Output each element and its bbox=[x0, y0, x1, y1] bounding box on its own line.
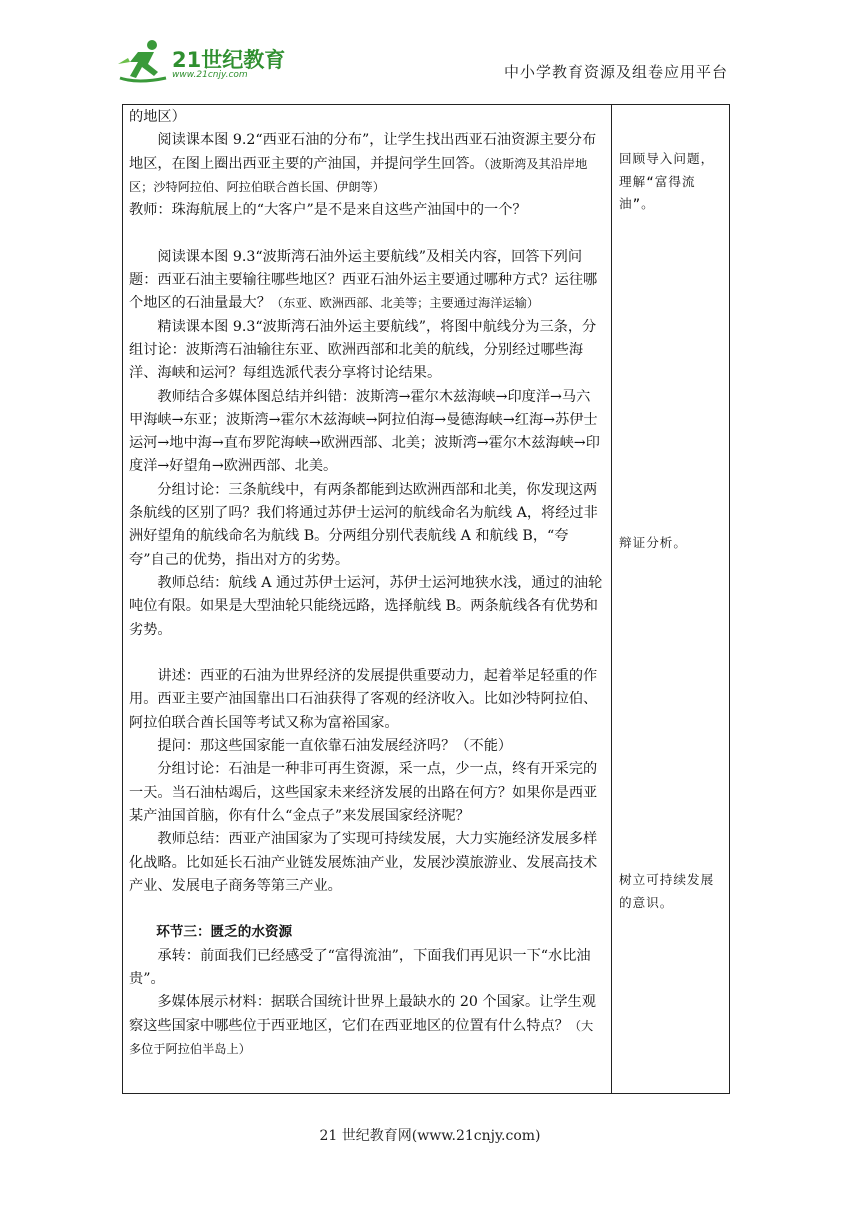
paragraph-text: 多媒体展示材料：据联合国统计世界上最缺水的 20 个国家。让学生观察这些国家中哪些位于西亚地区，它们在西亚地区的位置有什么特点？ bbox=[129, 994, 596, 1034]
paragraph: 教师结合多媒体图总结并纠错：波斯湾→霍尔木兹海峡→印度洋→马六甲海峡→东亚；波斯湾→霍尔木兹海峡→阿拉伯海→曼德海峡→红海→苏伊士 运河→地中海→直布罗陀海峡→欧洲西部、北美；波斯湾→霍尔木兹海峡→印度洋→好望角→欧洲西部、北美。 bbox=[129, 388, 600, 475]
platform-title: 中小学教育资源及组卷应用平台 bbox=[503, 63, 728, 81]
teaching-process-column bbox=[129, 106, 603, 1061]
answer-note: （大多位于阿拉伯半岛上） bbox=[129, 1018, 594, 1056]
blank-line bbox=[129, 898, 603, 921]
paragraph-text: 阅读课本图 9.3“波斯湾石油外运主要航线”及相关内容，回答下列问题：西亚石油主要输往哪些地区？西亚石油外运主要通过哪种方式？运往哪个地区的石油量最大？ bbox=[129, 248, 598, 312]
paragraph: 教师：珠海航展上的“大客户”是不是来自这些产油国中的一个？ bbox=[129, 202, 527, 219]
design-intent-note: 辩证分析。 bbox=[619, 535, 687, 550]
paragraph: 分组讨论：三条航线中，有两条都能到达欧洲西部和北美，你发现这两条航线的区别了吗？我们将通过苏伊士运河的航线命名为航线 A，将经过非洲好望角的航线命名为航线 B。分两组分别代表航线 A 和航线 B，“夸夸”自己的优势，指出对方的劣势。 bbox=[129, 481, 598, 568]
design-intent-note: 树立可持续发展的意识。 bbox=[619, 872, 715, 910]
blank-line bbox=[129, 642, 603, 665]
paragraph-text: 阅读课本图 9.2“西亚石油的分布”，让学生找出西亚石油资源主要分布地区，在图上圈出西亚主要的产油国，并提问学生回答。 bbox=[129, 132, 597, 172]
section-heading: 环节三：匮乏的水资源 bbox=[156, 924, 293, 941]
paragraph: 教师总结：航线 A 通过苏伊士运河，苏伊士运河地狭水浅，通过的油轮吨位有限。如果是大型油轮只能绕远路，选择航线 B。两条航线各有优势和劣势。 bbox=[129, 574, 603, 638]
answer-note: （波斯湾及其沿岸地区；沙特阿拉伯、阿拉伯联合酋长国、伊朗等） bbox=[129, 156, 588, 194]
lesson-table bbox=[122, 104, 730, 1094]
paragraph: 承转：前面我们已经感受了“富得流油”，下面我们再见识一下“水比油贵”。 bbox=[129, 947, 591, 987]
paragraph: 分组讨论：石油是一种非可再生资源，采一点，少一点，终有开采完的一天。当石油枯竭后，这些国家未来经济发展的出路在何方？如果你是西亚某产油国首脑，你有什么“金点子”来发展国家经济呢？ bbox=[129, 761, 598, 824]
blank-line bbox=[129, 222, 603, 245]
column-divider bbox=[611, 105, 612, 1093]
logo-url-text: www.21cnjy.com bbox=[172, 70, 248, 80]
page-footer[interactable]: 21 世纪教育网(www.21cnjy.com) bbox=[319, 1128, 541, 1144]
paragraph bbox=[129, 991, 603, 1061]
answer-note: （东亚、欧洲西部、北美等；主要通过海洋运输） bbox=[270, 296, 540, 311]
page-header bbox=[0, 0, 860, 104]
design-intent-note: 回顾导入问题，理解“富得流油”。 bbox=[619, 151, 715, 211]
paragraph: 精读课本图 9.3“波斯湾石油外运主要航线”，将图中航线分为三条，分组讨论：波斯湾石油输往东亚、欧洲西部和北美的航线，分别经过哪些海洋、海峡和运河？每组选派代表分享将讨论结果。 bbox=[129, 318, 597, 382]
text-line: 的地区） bbox=[129, 109, 186, 125]
paragraph: 教师总结：西亚产油国家为了实现可持续发展，大力实施经济发展多样化战略。比如延长石油产业链发展炼油产业，发展沙漠旅游业、发展高技术产业、发展电子商务等第三产业。 bbox=[129, 831, 598, 894]
paragraph bbox=[129, 246, 603, 316]
logo-brand-text: 21世纪教育 bbox=[172, 48, 286, 72]
paragraph bbox=[129, 129, 603, 199]
site-logo[interactable] bbox=[118, 38, 288, 86]
runner-logo-icon bbox=[118, 38, 170, 84]
paragraph: 提问：那这些国家能一直依靠石油发展经济吗？（不能） bbox=[157, 738, 513, 755]
paragraph: 讲述：西亚的石油为世界经济的发展提供重要动力，起着举足轻重的作用。西亚主要产油国靠出口石油获得了客观的经济收入。比如沙特阿拉伯、阿拉伯联合酋长国等考试又称为富裕国家。 bbox=[129, 668, 598, 731]
